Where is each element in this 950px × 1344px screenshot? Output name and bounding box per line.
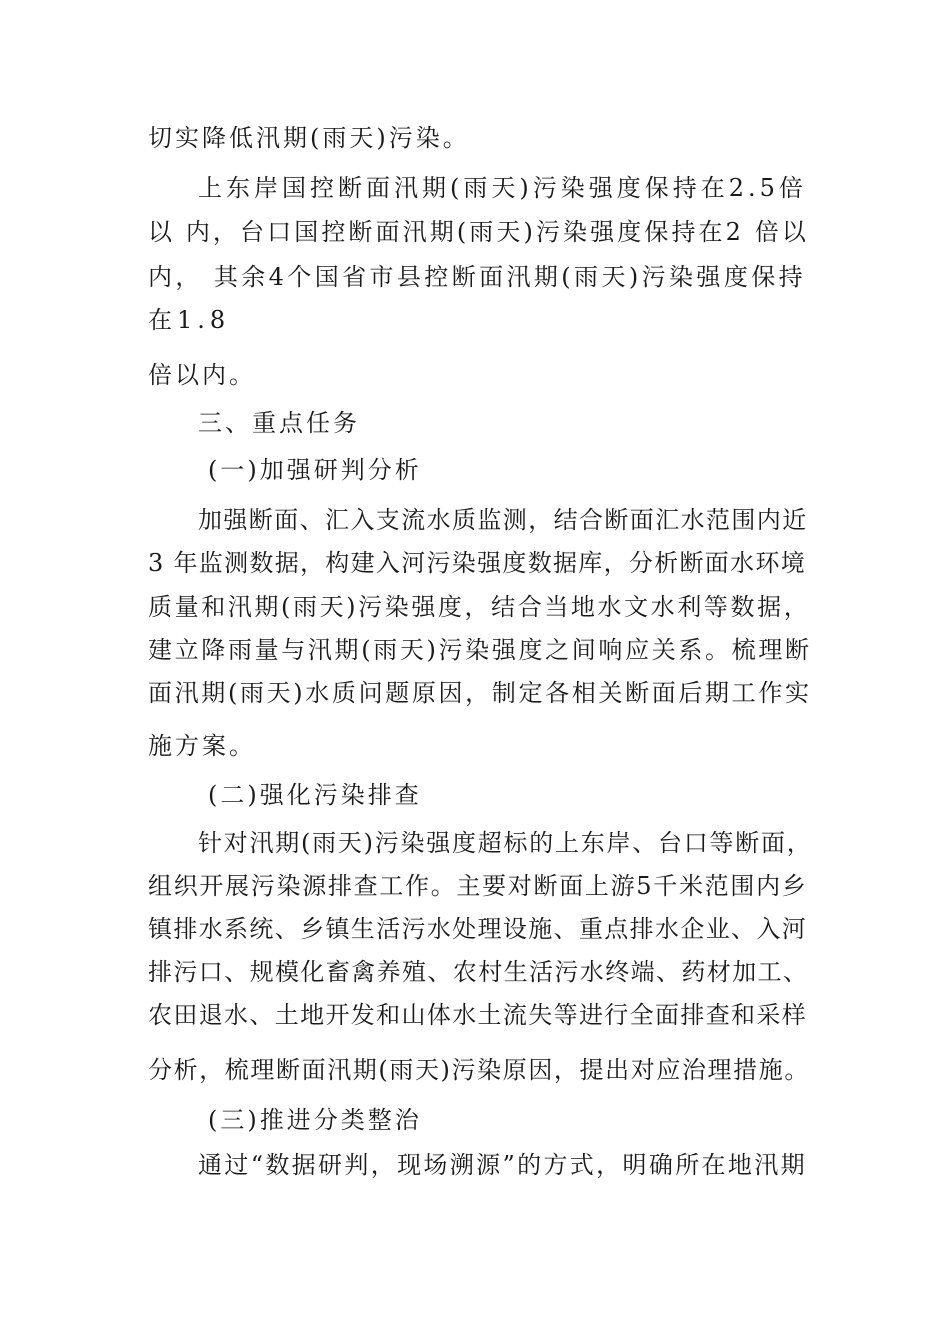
text-line: 建立降雨量与汛期(雨天)污染强度之间响应关系。梳理断 [148, 636, 812, 664]
text-line: 农田退水、土地开发和山体水土流失等进行全面排查和采样 [148, 1001, 808, 1029]
text-line: 面汛期(雨天)水质问题原因，制定各相关断面后期工作实 [148, 679, 812, 707]
text-line: 内， 其余4个国省市县控断面汛期(雨天)污染强度保持 [148, 263, 807, 291]
text-line: 组织开展污染源排查工作。主要对断面上游5千米范围内乡 [148, 872, 808, 900]
subsection-heading: (三)推进分类整治 [208, 1106, 422, 1134]
text-line: 在1.8 [148, 306, 231, 334]
text-line: 加强断面、汇入支流水质监测，结合断面汇水范围内近 [198, 506, 808, 534]
text-line: 通过“数据研判，现场溯源”的方式，明确所在地汛期 [198, 1151, 807, 1179]
text-line: 上东岸国控断面汛期(雨天)污染强度保持在2.5倍 [198, 174, 807, 202]
subsection-heading: (一)加强研判分析 [208, 456, 422, 484]
text-line: 分析，梳理断面汛期(雨天)污染原因，提出对应治理措施。 [148, 1056, 810, 1084]
text-line: 以 内，台口国控断面汛期(雨天)污染强度保持在2 倍以 [148, 218, 809, 246]
text-line: 倍以内。 [148, 361, 256, 389]
text-line: 切实降低汛期(雨天)污染。 [148, 124, 470, 152]
section-heading: 三、重点任务 [198, 409, 360, 437]
text-line: 镇排水系统、乡镇生活污水处理设施、重点排水企业、入河 [148, 915, 808, 943]
text-line: 施方案。 [148, 732, 256, 760]
text-line: 针对汛期(雨天)污染强度超标的上东岸、台口等断面， [198, 829, 813, 857]
text-line: 排污口、规模化畜禽养殖、农村生活污水终端、药材加工、 [148, 958, 809, 986]
text-line: 3 年监测数据，构建入河污染强度数据库，分析断面水环境 [148, 549, 806, 577]
subsection-heading: (二)强化污染排查 [208, 781, 422, 809]
text-line: 质量和汛期(雨天)污染强度，结合当地水文水利等数据， [148, 593, 811, 621]
